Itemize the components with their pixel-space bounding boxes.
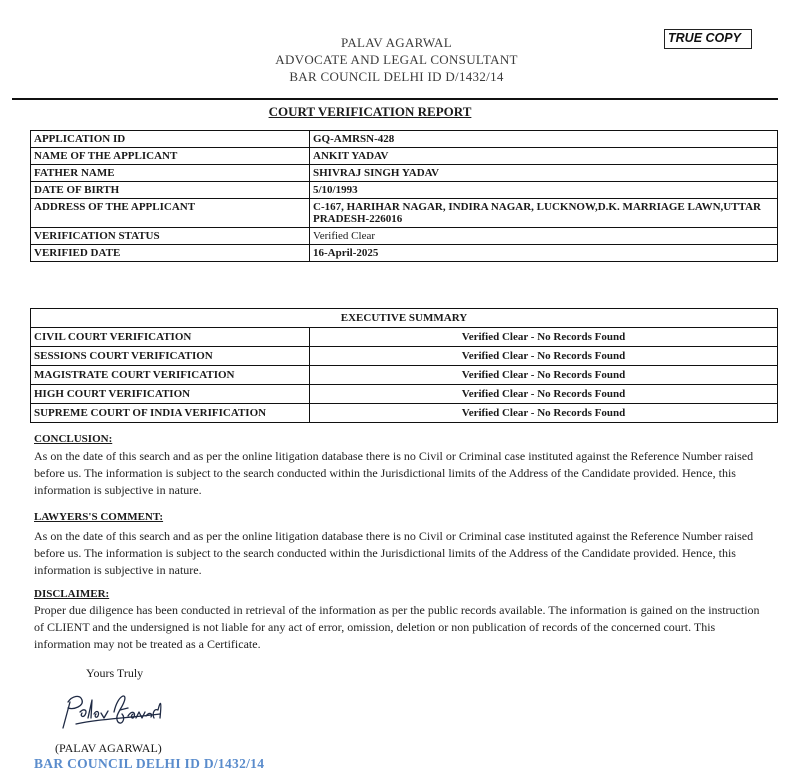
header-divider: [12, 98, 778, 100]
row-value: Verified Clear - No Records Found: [310, 347, 778, 366]
summary-title: EXECUTIVE SUMMARY: [31, 309, 778, 328]
table-row: [31, 131, 778, 148]
row-label: ADDRESS OF THE APPLICANT: [31, 199, 310, 228]
table-row: [31, 199, 778, 228]
true-copy-stamp: TRUE COPY: [664, 29, 752, 49]
row-value: 5/10/1993: [310, 182, 778, 199]
applicant-details-table: [30, 130, 778, 262]
lawyers-comment-text: As on the date of this search and as per the online litigation database there is no Civil or Criminal case instituted against the Reference Number raised before us. The information is subject to the search conducted within the Jurisdictional limits of the Address of the Candidate provided. Hence, this information is subjective in nature.: [34, 529, 754, 577]
table-row: [31, 309, 778, 328]
row-label: SUPREME COURT OF INDIA VERIFICATION: [31, 404, 310, 423]
row-value: Verified Clear - No Records Found: [310, 385, 778, 404]
table-row: [31, 328, 778, 347]
advocate-name: PALAV AGARWAL: [341, 35, 452, 50]
signer-name: (PALAV AGARWAL): [55, 741, 162, 755]
report-title: COURT VERIFICATION REPORT: [268, 104, 472, 119]
row-label: VERIFIED DATE: [31, 245, 310, 262]
row-value: C-167, HARIHAR NAGAR, INDIRA NAGAR, LUCKNOW,D.K. MARRIAGE LAWN,UTTAR PRADESH-226016: [310, 199, 778, 228]
row-label: VERIFICATION STATUS: [31, 228, 310, 245]
bar-council-id: BAR COUNCIL DELHI ID D/1432/14: [289, 69, 504, 84]
row-value: 16-April-2025: [310, 245, 778, 262]
row-value: Verified Clear: [310, 228, 778, 245]
handwritten-signature: [58, 688, 168, 734]
table-row: [31, 165, 778, 182]
executive-summary-table: [30, 308, 778, 423]
table-row: [31, 404, 778, 423]
disclaimer-heading: DISCLAIMER:: [34, 588, 110, 600]
row-label: SESSIONS COURT VERIFICATION: [31, 347, 310, 366]
lawyers-comment-heading: LAWYERS'S COMMENT:: [34, 511, 164, 523]
table-row: [31, 245, 778, 262]
row-label: CIVIL COURT VERIFICATION: [31, 328, 310, 347]
row-value: SHIVRAJ SINGH YADAV: [310, 165, 778, 182]
row-value: Verified Clear - No Records Found: [310, 328, 778, 347]
row-label: HIGH COURT VERIFICATION: [31, 385, 310, 404]
row-label: FATHER NAME: [31, 165, 310, 182]
row-value: Verified Clear - No Records Found: [310, 404, 778, 423]
table-row: [31, 366, 778, 385]
row-label: MAGISTRATE COURT VERIFICATION: [31, 366, 310, 385]
conclusion-text: As on the date of this search and as per the online litigation database there is no Civil or Criminal case instituted against the Reference Number raised before us. The information is subject to the search conducted within the Jurisdictional limits of the Address of the Candidate provided. Hence, this information is subjective in nature.: [34, 449, 754, 497]
footer-bar-council-id: BAR COUNCIL DELHI ID D/1432/14: [34, 756, 265, 771]
table-row: [31, 347, 778, 366]
yours-truly: Yours Truly: [86, 666, 144, 680]
row-value: ANKIT YADAV: [310, 148, 778, 165]
row-label: APPLICATION ID: [31, 131, 310, 148]
row-label: DATE OF BIRTH: [31, 182, 310, 199]
advocate-role: ADVOCATE AND LEGAL CONSULTANT: [275, 52, 518, 67]
row-value: Verified Clear - No Records Found: [310, 366, 778, 385]
table-row: [31, 228, 778, 245]
table-row: [31, 385, 778, 404]
row-label: NAME OF THE APPLICANT: [31, 148, 310, 165]
row-value: GQ-AMRSN-428: [310, 131, 778, 148]
conclusion-heading: CONCLUSION:: [34, 433, 113, 445]
table-row: [31, 182, 778, 199]
disclaimer-text: Proper due diligence has been conducted in retrieval of the information as per the public records available. The information is gained on the instruction of CLIENT and the undersigned is not liable for any act of error, omission, deletion or non publication of records of the concerned court. This information may not be treated as a Certificate.: [34, 603, 760, 651]
table-row: [31, 148, 778, 165]
